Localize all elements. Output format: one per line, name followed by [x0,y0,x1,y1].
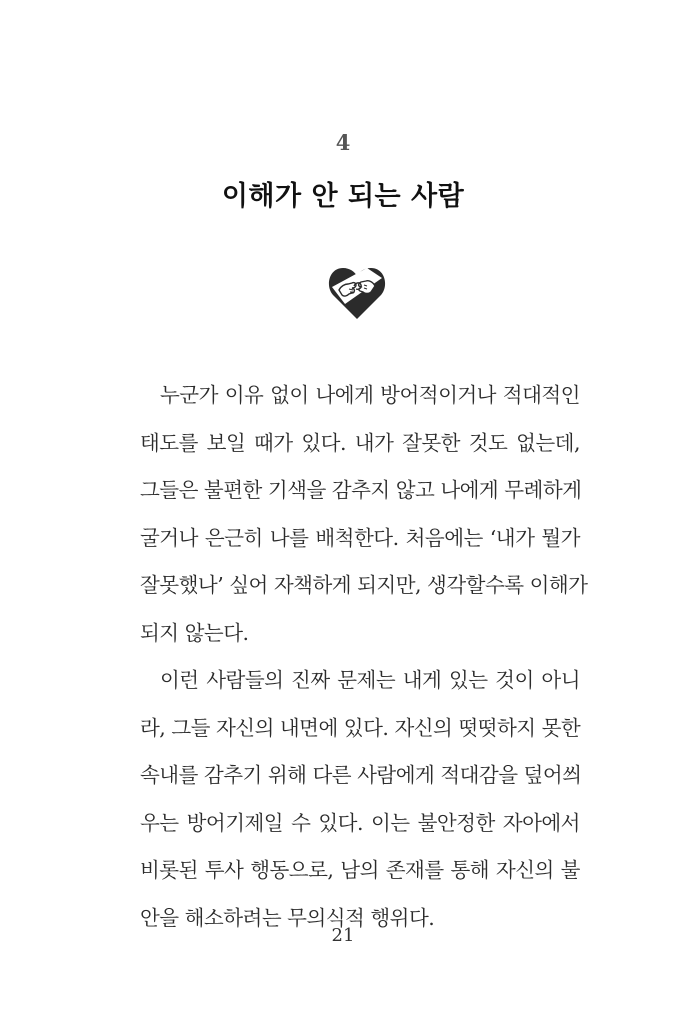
body-line-2: 태도를 보일 때가 있다. 내가 잘못한 것도 없는데, [140,430,580,455]
page-number: 21 [331,925,355,946]
body-line-10: 우는 방어기제일 수 있다. 이는 불안정한 자아에서 [140,810,580,835]
heart-pinky-promise-icon [327,262,387,322]
body-line-11: 비롯된 투사 행동으로, 남의 존재를 통해 자신의 불 [140,858,580,882]
body-line-8: 라, 그들 자신의 내면에 있다. 자신의 떳떳하지 못한 [140,715,581,740]
body-line-4: 굴거나 은근히 나를 배척한다. 처음에는 ‘내가 뭘가 [140,525,580,550]
body-line-7: 이런 사람들의 진짜 문제는 내게 있는 것이 아니 [160,668,580,692]
body-text [140,372,588,942]
chapter-number: 4 [335,130,351,155]
body-line-1: 누군가 이유 없이 나에게 방어적이거나 적대적인 [160,383,580,407]
body-line-5: 잘못했나’ 싶어 자책하게 되지만, 생각할수록 이해가 [140,573,588,597]
heart-emblem-svg [327,262,387,322]
body-line-9: 속내를 감추기 위해 다른 사람에게 적대감을 덮어씌 [140,763,582,787]
body-line-12: 안을 해소하려는 무의식적 행위다. [140,905,435,930]
body-line-3: 그들은 불편한 기색을 감추지 않고 나에게 무례하게 [140,478,582,502]
chapter-title: 이해가 안 되는 사람 [221,181,465,212]
body-line-6: 되지 않는다. [140,620,249,645]
